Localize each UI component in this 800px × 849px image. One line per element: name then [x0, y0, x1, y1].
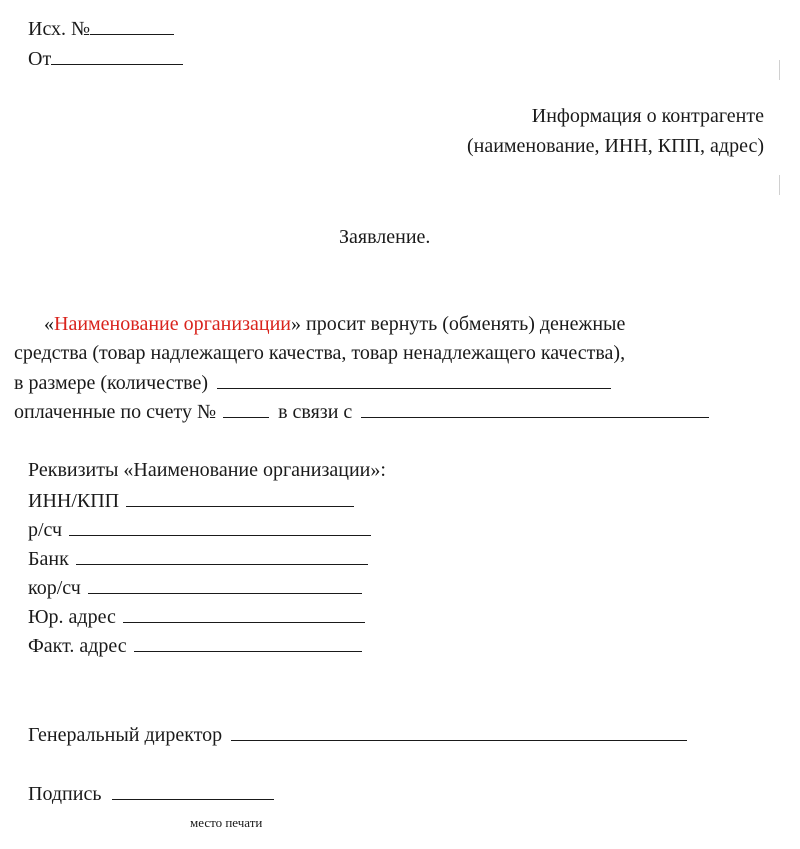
body-line2: средства (товар надлежащего качества, товар ненадлежащего качества), [14, 342, 626, 364]
legal-address-label: Юр. адрес [28, 606, 116, 628]
director-blank [231, 722, 687, 741]
requisite-row [28, 575, 362, 600]
inn-kpp-label: ИНН/КПП [28, 490, 120, 512]
quote-open: « [44, 313, 54, 335]
bank-label: Банк [28, 548, 69, 570]
org-name-highlight: Наименование организации [54, 313, 291, 335]
actual-address-blank [134, 633, 362, 652]
from-date-label: От [28, 48, 52, 70]
requisite-row [28, 546, 368, 571]
bank-blank [76, 546, 368, 565]
document-title: Заявление. [339, 226, 431, 248]
invoice-number-blank [223, 399, 269, 418]
outgoing-number-line [28, 16, 174, 41]
reason-blank [361, 399, 709, 418]
quote-close: » [290, 313, 301, 335]
amount-label: в размере (количестве) [14, 372, 209, 394]
body-line1 [44, 312, 625, 336]
requisite-row [28, 604, 365, 629]
stamp-place-label: место печати [190, 815, 263, 830]
account-label: р/сч [28, 519, 63, 541]
signature-blank [112, 781, 274, 800]
amount-blank [217, 370, 611, 389]
corr-account-label: кор/сч [28, 577, 81, 599]
from-date-blank [51, 46, 183, 65]
requisite-row [28, 488, 354, 513]
requisite-row [28, 517, 371, 542]
signature-line [28, 781, 274, 806]
director-line [28, 722, 687, 747]
request-text: просит вернуть (обменять) денежные [300, 313, 626, 335]
outgoing-number-blank [90, 16, 174, 35]
account-blank [69, 517, 371, 536]
actual-address-label: Факт. адрес [28, 635, 127, 657]
legal-address-blank [123, 604, 365, 623]
counterparty-info-line2: (наименование, ИНН, КПП, адрес) [466, 135, 764, 157]
invoice-label: оплаченные по счету № [14, 401, 217, 423]
page-edge-mark [779, 175, 780, 195]
corr-account-blank [88, 575, 362, 594]
director-label: Генеральный директор [28, 724, 223, 746]
counterparty-info-line1: Информация о контрагенте [531, 105, 764, 127]
from-date-line [28, 46, 183, 71]
requisites-heading: Реквизиты «Наименование организации»: [28, 459, 386, 481]
requisite-row [28, 633, 362, 658]
signature-label: Подпись [28, 783, 102, 805]
payment-line [14, 399, 709, 424]
amount-line [14, 370, 611, 395]
inn-kpp-blank [126, 488, 354, 507]
outgoing-number-label: Исх. № [28, 18, 91, 40]
page-edge-mark [779, 60, 780, 80]
reason-label: в связи с [278, 401, 353, 423]
